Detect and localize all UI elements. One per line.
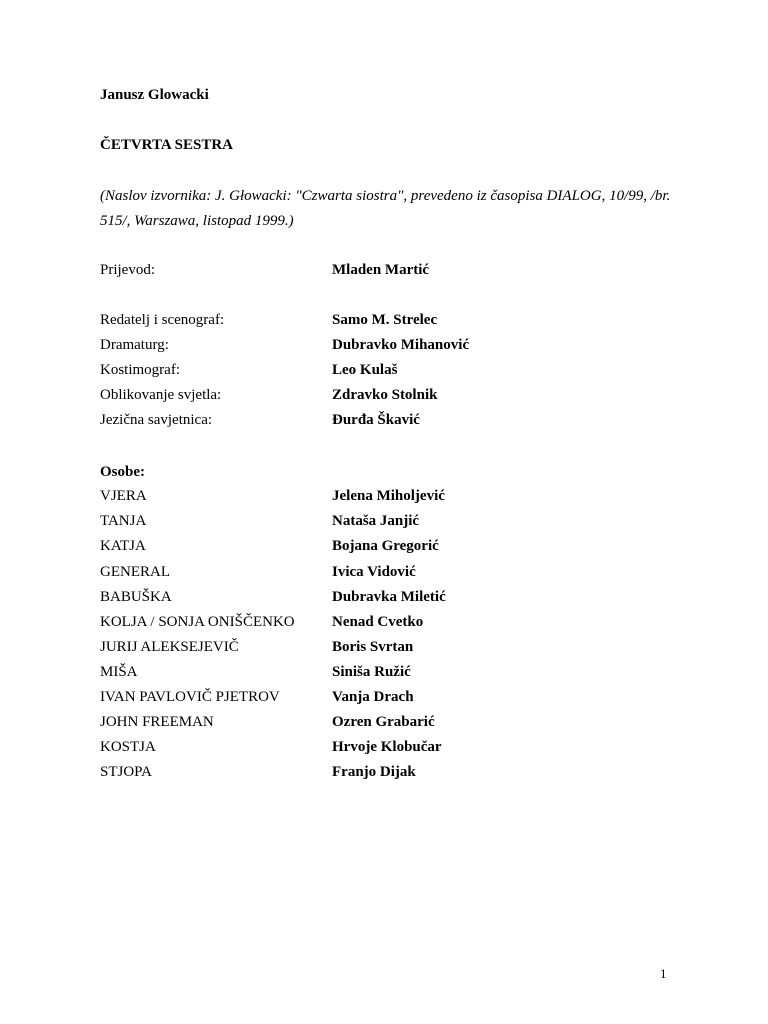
character-name: BABUŠKA: [100, 589, 172, 605]
character-name: VJERA: [100, 488, 147, 504]
crew-role: Dramaturg:: [100, 337, 169, 353]
cast-row: [100, 685, 700, 710]
translator-name: Mladen Martić: [332, 262, 430, 278]
crew-row: [100, 408, 700, 433]
cast-row: [100, 560, 700, 585]
cast-row: [100, 735, 700, 760]
cast-row: [100, 710, 700, 735]
crew-role: Redatelj i scenograf:: [100, 312, 225, 328]
cast-row: [100, 509, 700, 534]
character-name: JOHN FREEMAN: [100, 714, 214, 730]
character-name: KOSTJA: [100, 739, 156, 755]
actor-name: Franjo Dijak: [332, 764, 416, 780]
cast-row: [100, 760, 700, 785]
crew-role: Jezična savjetnica:: [100, 412, 213, 428]
actor-name: Nenad Cvetko: [332, 614, 424, 630]
actor-name: Boris Svrtan: [332, 639, 414, 655]
crew-row: [100, 333, 700, 358]
actor-name: Ivica Vidović: [332, 564, 416, 580]
translation-row: [100, 258, 700, 283]
cast-row: [100, 484, 700, 509]
crew-member: Leo Kulaš: [332, 362, 398, 378]
actor-name: Jelena Miholjević: [332, 488, 445, 504]
cast-row: [100, 585, 700, 610]
cast-row: [100, 534, 700, 559]
cast-heading: Osobe:: [100, 464, 145, 480]
crew-member: Đurđa Škavić: [332, 412, 420, 428]
actor-name: Vanja Drach: [332, 689, 414, 705]
crew-member: Samo M. Strelec: [332, 312, 438, 328]
play-title: ČETVRTA SESTRA: [100, 137, 233, 153]
actor-name: Dubravka Miletić: [332, 589, 446, 605]
character-name: JURIJ ALEKSEJEVIČ: [100, 639, 239, 655]
crew-member: Dubravko Mihanović: [332, 337, 470, 353]
character-name: GENERAL: [100, 564, 170, 580]
source-note: (Naslov izvornika: J. Głowacki: "Czwarta siostra", prevedeno iz časopisa DIALOG, 10/99, /br. 515/, Warszawa, listopad 1999.): [100, 188, 671, 229]
character-name: MIŠA: [100, 664, 138, 680]
actor-name: Hrvoje Klobučar: [332, 739, 442, 755]
character-name: IVAN PAVLOVIČ PJETROV: [100, 689, 280, 705]
crew-member: Zdravko Stolnik: [332, 387, 438, 403]
crew-row: [100, 383, 700, 408]
translation-label: Prijevod:: [100, 262, 155, 278]
crew-row: [100, 308, 700, 333]
cast-row: [100, 610, 700, 635]
author-name: Janusz Glowacki: [100, 87, 209, 103]
actor-name: Nataša Janjić: [332, 513, 420, 529]
crew-row: [100, 358, 700, 383]
cast-row: [100, 660, 700, 685]
page-number: 1: [660, 966, 667, 981]
character-name: STJOPA: [100, 764, 152, 780]
cast-row: [100, 635, 700, 660]
character-name: TANJA: [100, 513, 147, 529]
crew-role: Kostimograf:: [100, 362, 180, 378]
crew-role: Oblikovanje svjetla:: [100, 387, 222, 403]
actor-name: Siniša Ružić: [332, 664, 411, 680]
character-name: KOLJA / SONJA ONIŠČENKO: [100, 614, 295, 630]
character-name: KATJA: [100, 538, 146, 554]
actor-name: Ozren Grabarić: [332, 714, 435, 730]
actor-name: Bojana Gregorić: [332, 538, 439, 554]
